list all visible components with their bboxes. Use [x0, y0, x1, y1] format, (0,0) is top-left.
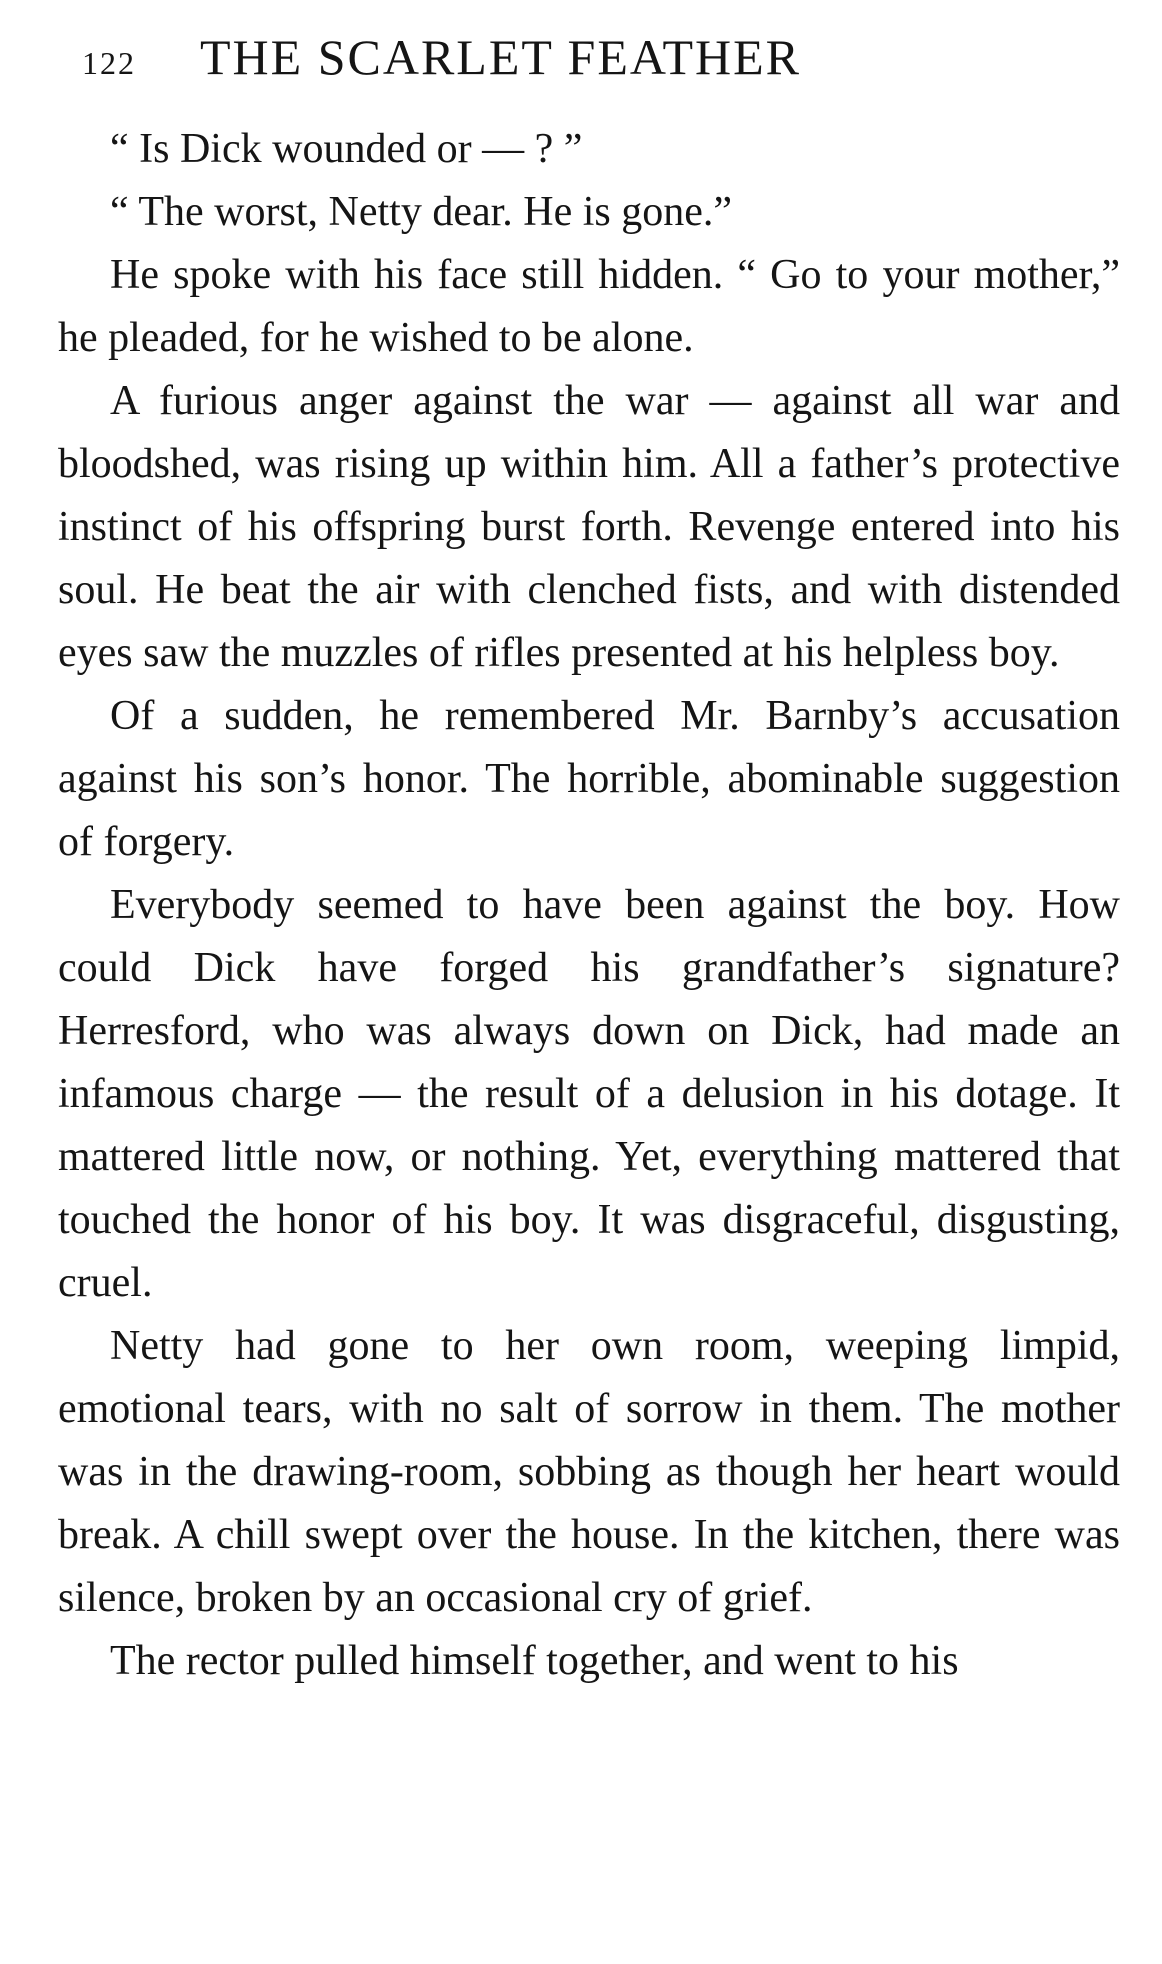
running-title: THE SCARLET FEATHER [200, 29, 801, 85]
paragraph: Netty had gone to her own room, weeping limpid, emotional tears, with no salt of sorrow in them. The mother was in the drawing-room, sobbing as though her heart would break. A chill swept over the house. In the kitchen, there was silence, broken by an occasional cry of grief. [58, 1323, 1120, 1621]
body-text [58, 118, 1120, 1693]
page-number: 122 [82, 45, 136, 81]
paragraph: Of a sudden, he remembered Mr. Barnby’s accusation against his son’s honor. The horrible, abominable suggestion of forgery. [58, 693, 1120, 865]
running-head [82, 28, 1122, 98]
paragraph: “ The worst, Netty dear. He is gone.” [110, 189, 733, 235]
paragraph: He spoke with his face still hidden. “ Go to your mother,” he pleaded, for he wished to be alone. [58, 252, 1120, 361]
paragraph: The rector pulled himself together, and went to his [110, 1638, 959, 1684]
paragraph: “ Is Dick wounded or — ? ” [110, 126, 583, 172]
paragraph: A furious anger against the war — against all war and bloodshed, was rising up within him. All a father’s protective instinct of his offspring burst forth. Revenge entered into his soul. He beat the air with clenched fists, and with distended eyes saw the muzzles of rifles presented at his helpless boy. [58, 378, 1120, 676]
paragraph: Everybody seemed to have been against the boy. How could Dick have forged his grandfather’s signature? Herresford, who was always down on Dick, had made an infamous charge — the result of a delusion in his dotage. It mattered little now, or nothing. Yet, everything mattered that touched the honor of his boy. It was disgraceful, disgusting, cruel. [58, 882, 1120, 1306]
